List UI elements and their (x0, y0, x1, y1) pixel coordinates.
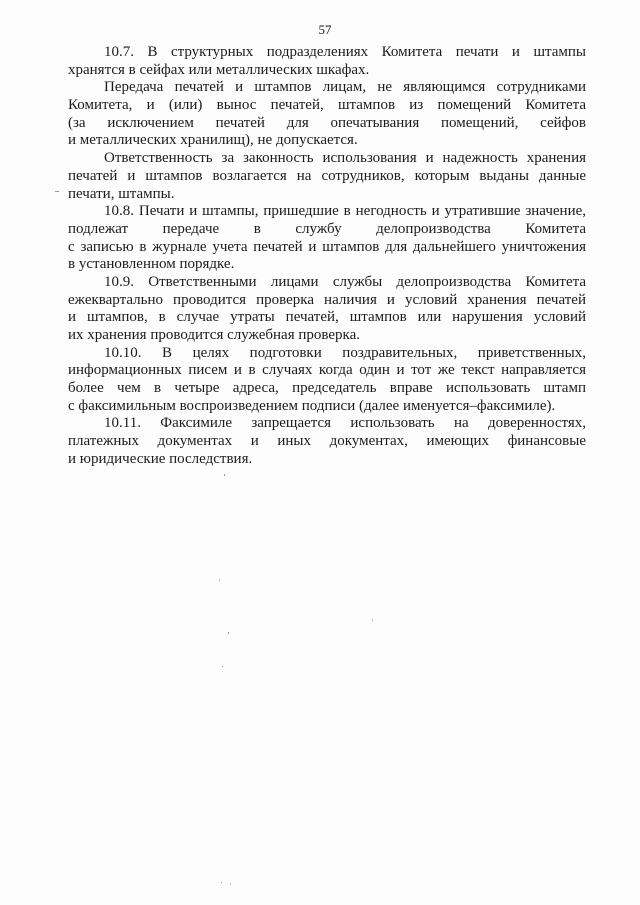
paragraph-10-8 (68, 203, 586, 274)
text-line: 10.7. В структурных подразделениях Комитета печати и штампы (104, 44, 586, 60)
document-body (68, 44, 586, 469)
text-line: хранятся в сейфах или металлических шкафах. (68, 61, 370, 78)
scan-artifact (224, 474, 225, 476)
text-line: 10.8. Печати и штампы, пришедшие в негодность и утратившие значение, (104, 203, 586, 220)
text-line: информационных писем и в случаях когда один и тот же текст направляется (68, 362, 586, 379)
text-line: и штампов, в случае утраты печатей, штампов или нарушения условий (68, 309, 586, 326)
paragraph-10-9 (68, 274, 586, 345)
text-line: их хранения проводится служебная проверка. (68, 327, 360, 343)
text-line: 10.10. В целях подготовки поздравительных, приветственных, (104, 344, 586, 361)
text-line: с факсимильным воспроизведением подписи (далее именуется–факсимиле). (68, 397, 556, 414)
paragraph-10-7 (68, 44, 586, 79)
text-line: ежеквартально проводится проверка наличия и условий хранения печатей (68, 291, 586, 308)
scan-artifact (230, 884, 231, 885)
paragraph-responsibility (68, 150, 586, 203)
text-line: (за исключением печатей для опечатывания помещений, сейфов (68, 114, 586, 131)
scan-artifact (55, 191, 59, 192)
text-line: более чем в четыре адреса, председатель вправе использовать штамп (68, 380, 586, 397)
text-line: и металлических хранилищ), не допускается. (68, 132, 358, 149)
scan-artifact (219, 580, 220, 581)
scan-artifact (228, 632, 229, 634)
scan-artifact (222, 666, 223, 667)
paragraph-10-11 (68, 415, 586, 468)
scan-artifact (221, 882, 222, 883)
text-line: 10.11. Факсимиле запрещается использовать на доверенностях, (104, 415, 586, 432)
scan-artifact (372, 620, 373, 621)
text-line: печатей и штампов возлагается на сотрудников, которым выданы данные (68, 167, 586, 184)
text-line: Ответственность за законность использования и надежность хранения (104, 150, 586, 167)
paragraph-10-10 (68, 345, 586, 416)
text-line: Передача печатей и штампов лицам, не являющимся сотрудниками (104, 79, 586, 96)
text-line: в установленном порядке. (68, 256, 235, 273)
text-line: и юридические последствия. (68, 450, 253, 467)
text-line: Комитета, и (или) вынос печатей, штампов из помещений Комитета (68, 97, 586, 114)
text-line: с записью в журнале учета печатей и штампов для дальнейшего уничтожения (68, 238, 586, 255)
text-line: платежных документах и иных документах, имеющих финансовые (68, 433, 586, 450)
paragraph-transfer (68, 79, 586, 150)
page-number: 57 (318, 22, 332, 37)
text-line: 10.9. Ответственными лицами службы делопроизводства Комитета (104, 273, 586, 290)
text-line: печати, штампы. (68, 185, 175, 202)
text-line: подлежат передаче в службу делопроизводства Комитета (68, 220, 586, 237)
